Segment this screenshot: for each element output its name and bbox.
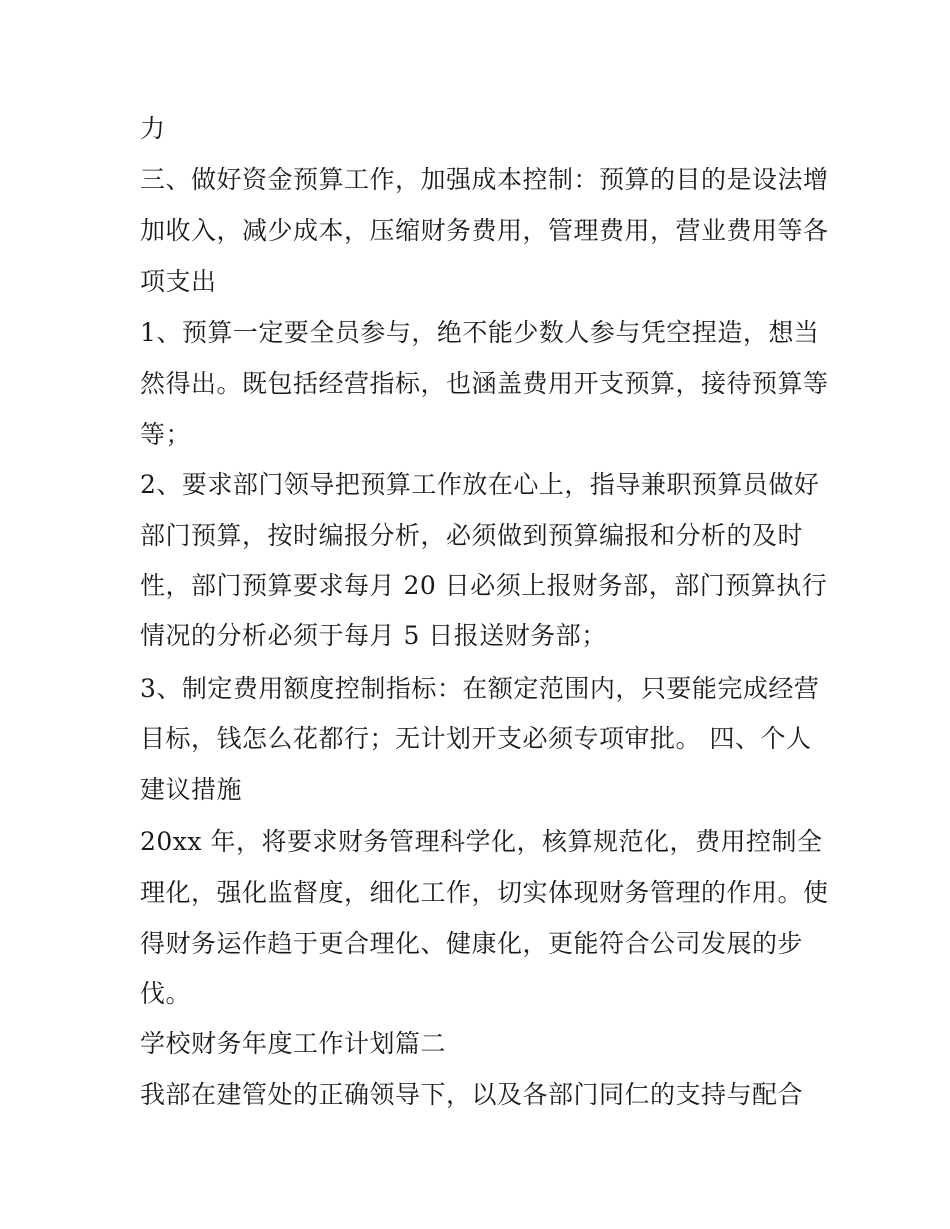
- text-line-18: 伐。: [140, 979, 192, 1008]
- text-line-1: 力: [140, 114, 166, 143]
- text-line-7: 等；: [140, 420, 192, 449]
- section-heading: 学校财务年度工作计划篇二: [140, 1029, 447, 1058]
- text-line-10: 性，部门预算要求每月 20 日必须上报财务部，部门预算执行: [140, 571, 828, 600]
- text-line-8: 2、要求部门领导把预算工作放在心上，指导兼职预算员做好: [140, 470, 820, 499]
- text-line-17: 得财务运作趋于更合理化、健康化，更能符合公司发展的步: [140, 929, 804, 958]
- text-line-12: 3、制定费用额度控制指标：在额定范围内，只要能完成经营: [140, 674, 820, 703]
- text-line-3: 加收入，减少成本，压缩财务费用，管理费用，营业费用等各: [140, 216, 829, 245]
- text-line-9: 部门预算，按时编报分析，必须做到预算编报和分析的及时: [140, 521, 804, 550]
- text-line-14: 建议措施: [140, 775, 243, 804]
- text-line-6: 然得出。既包括经营指标，也涵盖费用开支预算，接待预算等: [140, 369, 829, 398]
- text-line-13: 目标，钱怎么花都行；无计划开支必须专项审批。 四、个人: [140, 724, 812, 753]
- text-line-15: 20xx 年，将要求财务管理科学化，核算规范化，费用控制全: [140, 827, 823, 856]
- text-line-16: 理化，强化监督度，细化工作，切实体现财务管理的作用。使: [140, 878, 829, 907]
- text-line-2: 三、做好资金预算工作，加强成本控制：预算的目的是设法增: [140, 165, 829, 194]
- text-line-11: 情况的分析必须于每月 5 日报送财务部；: [140, 621, 607, 650]
- text-line-4: 项支出: [140, 267, 217, 296]
- text-line-20: 我部在建管处的正确领导下，以及各部门同仁的支持与配合: [140, 1080, 804, 1109]
- text-line-5: 1、预算一定要全员参与，绝不能少数人参与凭空捏造，想当: [140, 318, 820, 347]
